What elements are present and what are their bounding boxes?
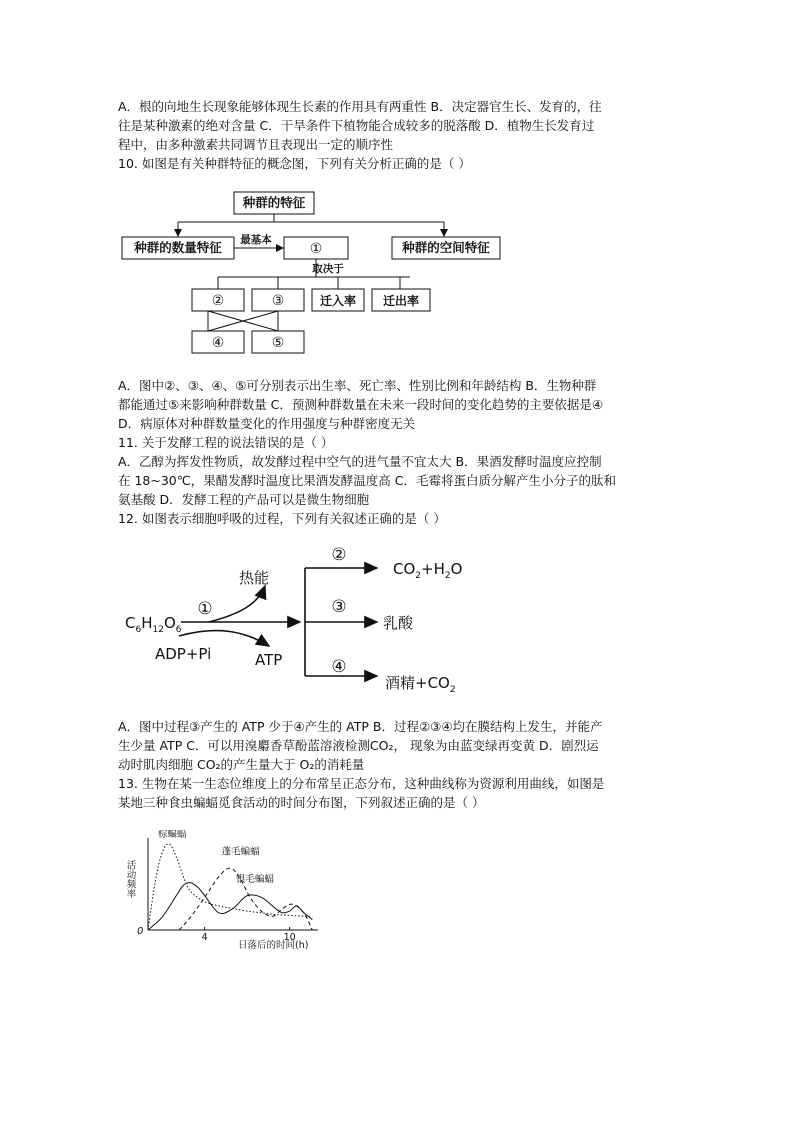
depends-label: 取决于	[312, 263, 344, 275]
center-label: ①	[309, 241, 323, 257]
step2-label: ②	[331, 545, 347, 565]
q10-option-line: 都能通过⑤来影响种群数量 C．预测种群数量在未来一段时间的变化趋势的主要依据是④	[118, 397, 604, 412]
q9-option-line: 程中，由多种激素共同调节且表现出一定的顺序性	[118, 137, 394, 152]
q12-option-line: 生少量 ATP C．可以用溴麝香草酚蓝溶液检测CO₂， 现象为由蓝变绿再变黄 D．剧烈运	[118, 738, 599, 753]
q13-stem-line: 13. 生物在某一生态位维度上的分布常呈正态分布，这种曲线称为资源利用曲线，如图是	[118, 776, 605, 791]
adp-label: ADP+Pi	[155, 645, 212, 663]
step1-label: ①	[197, 599, 213, 619]
q12-stem: 12. 如图表示细胞呼吸的过程，下列有关叙述正确的是（ ）	[118, 511, 446, 526]
q13-stem-line: 某地三种食虫蝙蝠觅食活动的时间分布图，下列叙述正确的是（ ）	[118, 795, 485, 810]
q10-option-line: D．病原体对种群数量变化的作用强度与种群密度无关	[118, 416, 416, 431]
row1-item: ③	[271, 293, 285, 309]
q12-option-line: A．图中过程③产生的 ATP 少于④产生的 ATP B．过程②③④均在膜结构上发生，并能产	[118, 719, 603, 734]
population-characteristics-diagram	[110, 186, 530, 362]
atp-label: ATP	[255, 651, 283, 669]
glucose-label: $C_6H_{12}O_6$	[125, 614, 182, 635]
series-line-2	[148, 883, 312, 930]
q11-option-line: A．乙醇为挥发性物质，故发酵过程中空气的进气量不宜太大 B．果酒发酵时温度应控制	[118, 454, 602, 469]
row1-item: 迁出率	[382, 294, 420, 308]
q10-stem: 10. 如图是有关种群特征的概念图，下列有关分析正确的是（ ）	[118, 156, 471, 171]
q11-option-line: 在 18~30℃，果醋发酵时温度比果酒发酵温度高 C．毛霉将蛋白质分解产生小分子的肽和	[118, 473, 616, 488]
origin-label: 0	[137, 926, 144, 937]
step4-label: ④	[331, 657, 347, 677]
bat-activity-chart	[118, 830, 338, 955]
q11-stem: 11. 关于发酵工程的说法错误的是（ ）	[118, 435, 334, 450]
product2-label: $CO_2+H_2O$	[393, 560, 463, 581]
quantity-label: 种群的数量特征	[134, 240, 222, 255]
row1-item: 迁入率	[319, 294, 357, 308]
root-label: 种群的特征	[242, 195, 306, 210]
row2-item: ④	[211, 335, 225, 351]
series-label: 银毛蝙蝠	[235, 873, 274, 885]
cell-respiration-diagram	[115, 540, 485, 702]
step3-label: ③	[331, 597, 347, 617]
spatial-label: 种群的空间特征	[402, 240, 490, 255]
q10-option-line: A．图中②、③、④、⑤可分别表示出生率、死亡率、性别比例和年龄结构 B．生物种群	[118, 378, 597, 393]
row2-item: ⑤	[271, 335, 285, 351]
series-label: 棕蝙蝠	[157, 830, 187, 841]
q9-option-line: A．根的向地生长现象能够体现生长素的作用具有两重性 B．决定器官生长、发育的，往	[118, 99, 602, 114]
heat-label: 热能	[239, 569, 270, 587]
product3-label: 乳酸	[383, 614, 414, 632]
row1-item: ②	[211, 293, 225, 309]
x-axis-label: 日落后的时间(h)	[238, 940, 309, 951]
q11-option-line: 氨基酸 D．发酵工程的产品可以是微生物细胞	[118, 492, 370, 507]
y-axis-label: 活动频率	[124, 860, 136, 898]
q9-option-line: 往是某种激素的绝对含量 C．干旱条件下植物能合成较多的脱落酸 D．植物生长发育过	[118, 118, 595, 133]
x-tick-label: 4	[201, 932, 208, 943]
q12-option-line: 动时肌肉细胞 CO₂的产生量大于 O₂的消耗量	[118, 757, 365, 772]
x-tick-label: 10	[283, 932, 296, 943]
product4-label: 酒精$+CO_2$	[385, 674, 456, 695]
series-label: 蓬毛蝙蝠	[221, 846, 260, 858]
basic-label: 最基本	[240, 234, 272, 246]
